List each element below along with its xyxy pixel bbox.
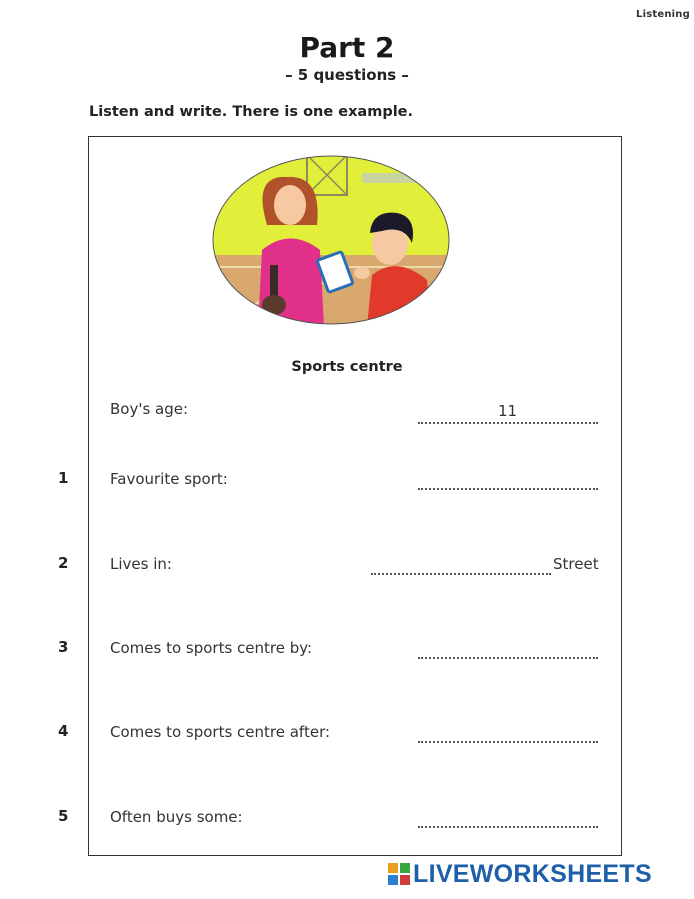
question-suffix-2: Street (553, 555, 599, 573)
sports-centre-illustration (212, 155, 450, 327)
question-label-5: Often buys some: (110, 808, 243, 826)
question-number-2: 2 (58, 554, 69, 572)
answer-input-5[interactable] (418, 812, 598, 828)
answer-input-3[interactable] (418, 643, 598, 659)
answer-input-4[interactable] (418, 727, 598, 743)
question-number-1: 1 (58, 469, 69, 487)
liveworksheets-logo[interactable] (388, 860, 652, 888)
part-subtitle: – 5 questions – (285, 66, 409, 84)
part-title: Part 2 (299, 31, 395, 64)
liveworksheets-logo-text: LIVEWORKSHEETS (413, 859, 652, 888)
question-label-1: Favourite sport: (110, 470, 228, 488)
question-number-5: 5 (58, 807, 69, 825)
section-label: Listening (636, 9, 690, 20)
question-number-3: 3 (58, 638, 69, 656)
answer-input-1[interactable] (418, 474, 598, 490)
question-label-3: Comes to sports centre by: (110, 639, 313, 657)
question-label-2: Lives in: (110, 555, 172, 573)
example-label: Boy's age: (110, 400, 189, 418)
liveworksheets-logo-icon (388, 863, 410, 885)
form-title: Sports centre (291, 359, 403, 375)
example-answer: 11 (498, 402, 518, 420)
question-number-4: 4 (58, 722, 69, 740)
question-label-4: Comes to sports centre after: (110, 723, 331, 741)
answer-input-2[interactable] (371, 559, 551, 575)
instruction-text: Listen and write. There is one example. (89, 104, 414, 120)
